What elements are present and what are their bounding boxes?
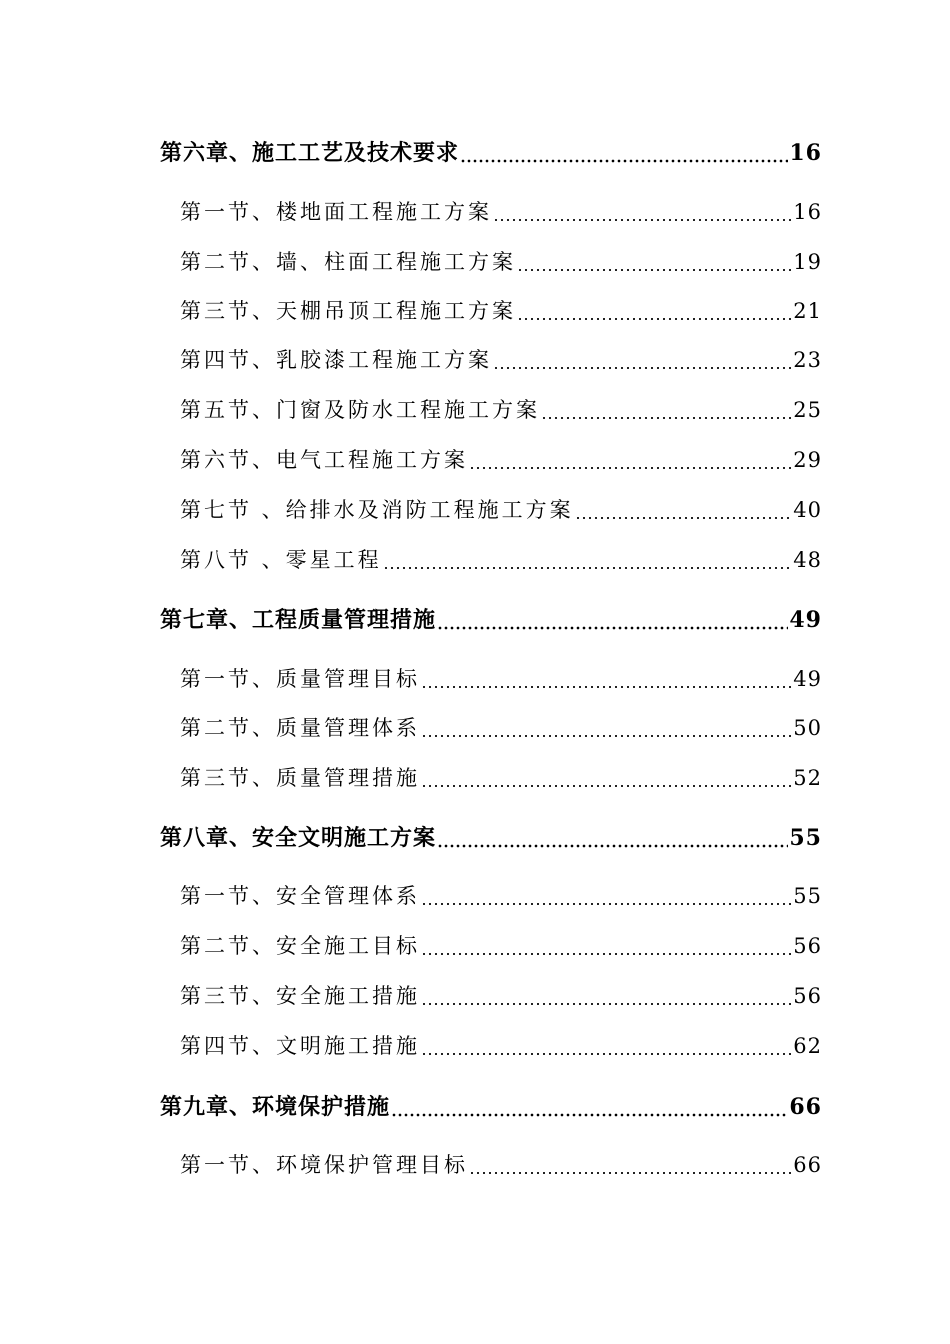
toc-dot-leader [391, 1113, 788, 1117]
toc-entry-title: 第一节、质量管理目标 [180, 667, 420, 691]
toc-section-entry[interactable] [180, 880, 822, 910]
toc-chapter-entry[interactable] [160, 136, 822, 167]
toc-dot-leader [541, 416, 792, 420]
toc-chapter-entry[interactable] [160, 821, 822, 852]
toc-dot-leader [421, 734, 792, 738]
toc-dot-leader [421, 1052, 792, 1056]
toc-entry-title: 第七节 、给排水及消防工程施工方案 [180, 498, 574, 522]
toc-chapter-entry[interactable] [160, 1090, 822, 1121]
toc-page-number: 55 [793, 884, 822, 908]
toc-entry-title: 第三节、天棚吊顶工程施工方案 [180, 299, 516, 323]
toc-entry-title: 第二节、墙、柱面工程施工方案 [180, 250, 516, 274]
toc-page-number: 56 [793, 984, 822, 1008]
toc-entry-title: 第一节、安全管理体系 [180, 884, 420, 908]
toc-page-number: 66 [793, 1153, 822, 1177]
toc-section-entry[interactable] [180, 196, 822, 226]
toc-dot-leader [575, 516, 793, 520]
toc-dot-leader [383, 566, 793, 570]
toc-page-number: 40 [793, 498, 822, 522]
toc-entry-title: 第七章、工程质量管理措施 [160, 607, 437, 633]
toc-page-number: 49 [789, 607, 822, 633]
toc-section-entry[interactable] [180, 295, 822, 325]
toc-page-number: 25 [793, 398, 822, 422]
toc-entry-title: 第六章、施工工艺及技术要求 [160, 140, 460, 166]
toc-section-entry[interactable] [180, 494, 822, 524]
toc-page-number: 49 [793, 667, 822, 691]
toc-dot-leader [469, 1171, 792, 1175]
toc-entry-title: 第四节、文明施工措施 [180, 1034, 420, 1058]
toc-page-number: 66 [789, 1094, 822, 1120]
toc-section-entry[interactable] [180, 344, 822, 374]
toc-section-entry[interactable] [180, 246, 822, 276]
toc-dot-leader [493, 366, 792, 370]
toc-entry-title: 第九章、环境保护措施 [160, 1094, 391, 1120]
toc-section-entry[interactable] [180, 544, 822, 574]
toc-page-number: 48 [793, 548, 822, 572]
toc-page-number: 16 [793, 200, 822, 224]
toc-dot-leader [421, 1002, 792, 1006]
toc-page-number: 62 [793, 1034, 822, 1058]
toc-dot-leader [460, 159, 788, 163]
toc-section-entry[interactable] [180, 930, 822, 960]
toc-entry-title: 第四节、乳胶漆工程施工方案 [180, 348, 492, 372]
toc-section-entry[interactable] [180, 444, 822, 474]
toc-dot-leader [517, 317, 792, 321]
toc-dot-leader [421, 784, 792, 788]
toc-section-entry[interactable] [180, 712, 822, 742]
toc-entry-title: 第三节、质量管理措施 [180, 766, 420, 790]
toc-page-number: 21 [793, 299, 822, 323]
toc-page-number: 55 [789, 825, 822, 851]
toc-entry-title: 第五节、门窗及防水工程施工方案 [180, 398, 540, 422]
toc-section-entry[interactable] [180, 663, 822, 693]
toc-dot-leader [469, 466, 792, 470]
toc-dot-leader [421, 952, 792, 956]
toc-page-number: 16 [789, 140, 822, 166]
toc-dot-leader [437, 626, 788, 630]
toc-page-number: 52 [793, 766, 822, 790]
toc-entry-title: 第二节、质量管理体系 [180, 716, 420, 740]
toc-entry-title: 第三节、安全施工措施 [180, 984, 420, 1008]
toc-dot-leader [421, 902, 792, 906]
toc-page-number: 19 [793, 250, 822, 274]
toc-dot-leader [493, 218, 792, 222]
toc-dot-leader [517, 268, 792, 272]
toc-entry-title: 第八节 、零星工程 [180, 548, 382, 572]
toc-entry-title: 第六节、电气工程施工方案 [180, 448, 468, 472]
toc-page-number: 29 [793, 448, 822, 472]
toc-dot-leader [421, 685, 792, 689]
toc-section-entry[interactable] [180, 394, 822, 424]
toc-entry-title: 第二节、安全施工目标 [180, 934, 420, 958]
toc-section-entry[interactable] [180, 1030, 822, 1060]
toc-section-entry[interactable] [180, 762, 822, 792]
toc-chapter-entry[interactable] [160, 603, 822, 634]
toc-page-number: 50 [793, 716, 822, 740]
toc-section-entry[interactable] [180, 980, 822, 1010]
toc-entry-title: 第一节、楼地面工程施工方案 [180, 200, 492, 224]
toc-page-number: 56 [793, 934, 822, 958]
toc-dot-leader [437, 844, 788, 848]
toc-entry-title: 第一节、环境保护管理目标 [180, 1153, 468, 1177]
toc-page-number: 23 [793, 348, 822, 372]
toc-entry-title: 第八章、安全文明施工方案 [160, 825, 437, 851]
toc-section-entry[interactable] [180, 1149, 822, 1179]
